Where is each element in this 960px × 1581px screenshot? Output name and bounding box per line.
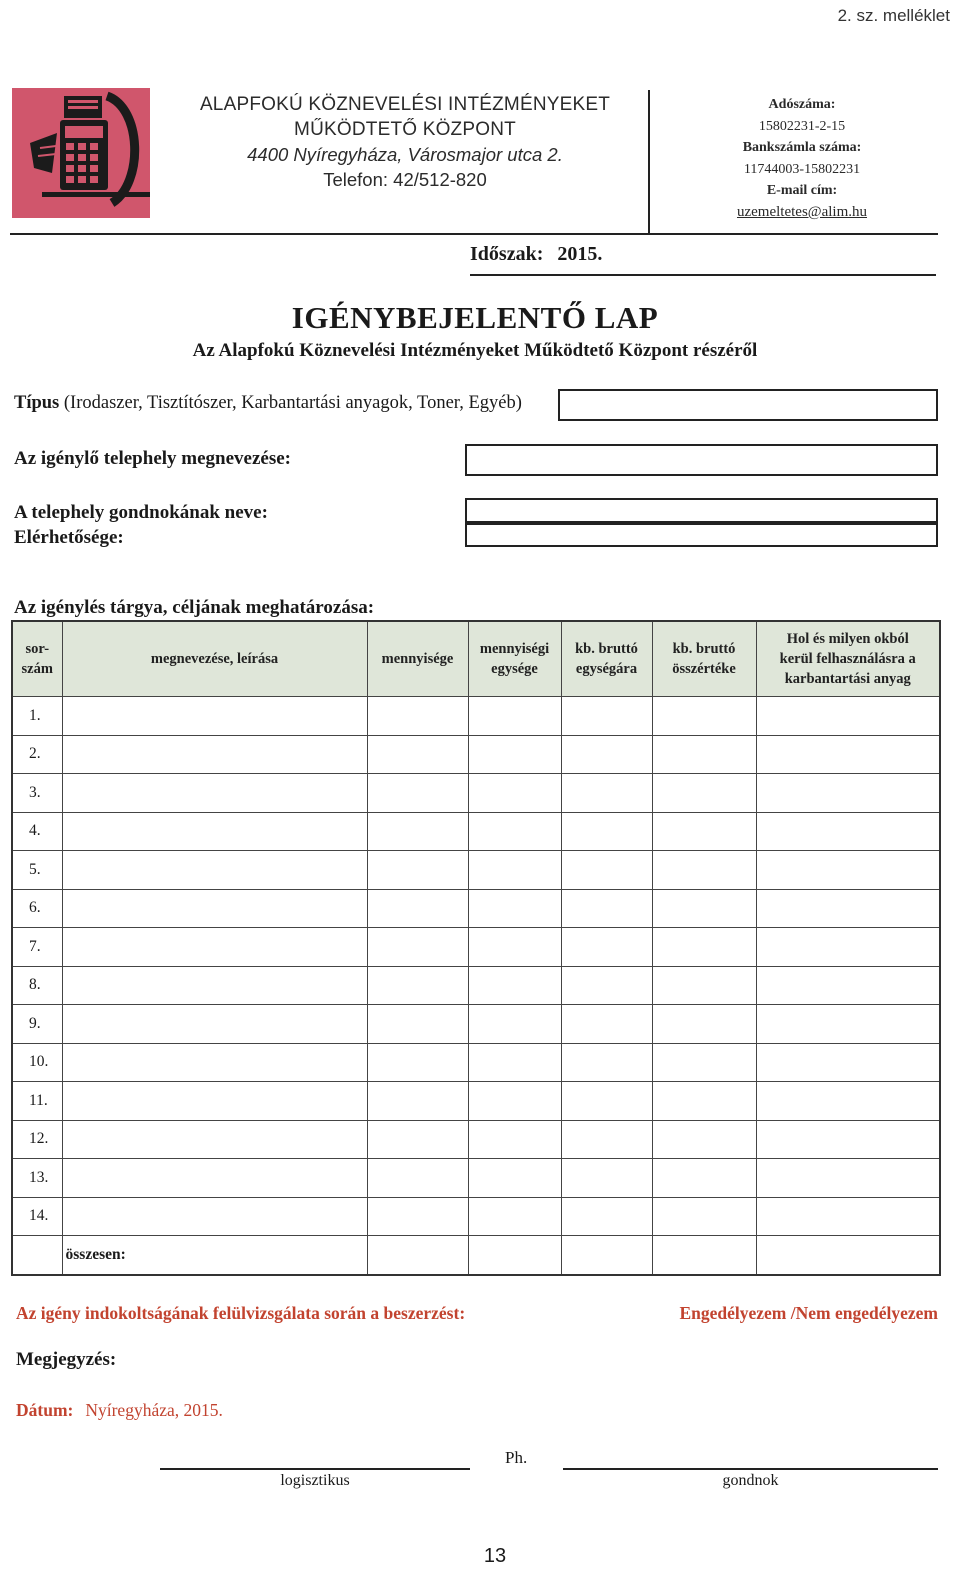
table-cell[interactable]: [652, 1005, 756, 1044]
approval-choice: Engedélyezem /Nem engedélyezem: [679, 1303, 938, 1323]
header-rule: [10, 233, 938, 235]
note-label: Megjegyzés:: [16, 1349, 117, 1370]
table-cell[interactable]: [367, 1120, 468, 1159]
table-cell[interactable]: [62, 889, 367, 928]
keeper-name-label: A telephely gondnokának neve:: [14, 502, 268, 523]
table-cell[interactable]: [367, 735, 468, 774]
table-row: [12, 735, 940, 774]
table-row: [12, 1005, 940, 1044]
type-label: [14, 393, 522, 414]
table-cell[interactable]: [561, 889, 652, 928]
table-cell[interactable]: [468, 697, 561, 736]
contact-block: [652, 94, 952, 223]
table-header-row: [12, 621, 940, 697]
signature-label-logistics: logisztikus: [280, 1472, 350, 1489]
page-subtitle: Az Alapfokú Köznevelési Intézményeket Működtető Központ részéről: [192, 340, 758, 361]
type-field[interactable]: [558, 389, 938, 421]
org-name-line2: MŰKÖDTETŐ KÖZPONT: [294, 119, 516, 140]
review-text: Az igény indokoltságának felülvizsgálata során a beszerzést:: [16, 1303, 466, 1323]
table-cell[interactable]: [468, 735, 561, 774]
header-unit: mennyiségi egysége: [468, 621, 561, 697]
keeper-labels: [14, 500, 268, 550]
header-description: megnevezése, leírása: [62, 621, 367, 697]
header-divider: [648, 90, 650, 235]
table-cell[interactable]: [652, 697, 756, 736]
header-quantity: mennyisége: [367, 621, 468, 697]
table-cell[interactable]: [468, 966, 561, 1005]
annex-label: 2. sz. melléklet: [837, 6, 950, 25]
row-number: 2.: [12, 735, 62, 774]
table-cell[interactable]: [561, 928, 652, 967]
table-cell[interactable]: [367, 1005, 468, 1044]
table-cell[interactable]: [468, 774, 561, 813]
org-address: 4400 Nyíregyháza, Városmajor utca 2.: [247, 144, 563, 165]
row-number: 5.: [12, 851, 62, 890]
date-label: Dátum:: [16, 1400, 74, 1420]
table-cell[interactable]: [62, 1082, 367, 1121]
table-cell[interactable]: [468, 1082, 561, 1121]
page-number: 13: [483, 1545, 507, 1567]
table-cell[interactable]: [561, 966, 652, 1005]
total-label: összesen:: [62, 1236, 367, 1275]
table-cell[interactable]: [561, 697, 652, 736]
type-label-bold: Típus: [14, 393, 60, 413]
period: [470, 243, 602, 266]
table-cell[interactable]: [62, 697, 367, 736]
table-row: [12, 1120, 940, 1159]
table-cell[interactable]: [367, 812, 468, 851]
table-row: [12, 889, 940, 928]
table-cell[interactable]: [468, 1197, 561, 1236]
table-cell[interactable]: [756, 774, 940, 813]
period-rule: [470, 274, 936, 276]
row-number: 7.: [12, 928, 62, 967]
table-cell[interactable]: [62, 1159, 367, 1198]
table-cell[interactable]: [367, 774, 468, 813]
table-cell[interactable]: [62, 966, 367, 1005]
table-cell[interactable]: [561, 1120, 652, 1159]
table-row: [12, 1043, 940, 1082]
table-cell[interactable]: [652, 1159, 756, 1198]
table-cell[interactable]: [468, 1043, 561, 1082]
table-cell[interactable]: [756, 1197, 940, 1236]
table-cell[interactable]: [652, 774, 756, 813]
row-number: 1.: [12, 697, 62, 736]
table-cell[interactable]: [756, 812, 940, 851]
table-cell[interactable]: [652, 1043, 756, 1082]
table-cell[interactable]: [468, 1236, 561, 1275]
request-section-title: Az igénylés tárgya, céljának meghatározása:: [14, 597, 375, 618]
table-cell[interactable]: [756, 735, 940, 774]
table-cell[interactable]: [367, 1197, 468, 1236]
table-cell[interactable]: [652, 1236, 756, 1275]
signature-label-caretaker: gondnok: [722, 1472, 779, 1489]
bank-label: Bankszámla száma:: [742, 140, 862, 155]
bank-value: 11744003-15802231: [743, 161, 861, 177]
date-value: Nyíregyháza, 2015.: [85, 1400, 223, 1420]
table-cell[interactable]: [561, 1043, 652, 1082]
table-cell[interactable]: [652, 1082, 756, 1121]
table-cell[interactable]: [367, 1159, 468, 1198]
table-cell[interactable]: [652, 851, 756, 890]
table-row: [12, 1197, 940, 1236]
table-cell[interactable]: [62, 774, 367, 813]
table-cell[interactable]: [367, 697, 468, 736]
table-cell[interactable]: [62, 812, 367, 851]
table-cell[interactable]: [756, 697, 940, 736]
table-row: [12, 697, 940, 736]
table-cell[interactable]: [367, 1236, 468, 1275]
table-cell[interactable]: [367, 966, 468, 1005]
date-line: [16, 1400, 223, 1421]
site-name-field[interactable]: [465, 444, 938, 476]
table-cell[interactable]: [468, 928, 561, 967]
signature-line-caretaker: [563, 1468, 938, 1470]
table-cell[interactable]: [468, 889, 561, 928]
table-cell[interactable]: [367, 851, 468, 890]
table-cell[interactable]: [367, 1082, 468, 1121]
row-number: 10.: [12, 1043, 62, 1082]
table-row: [12, 774, 940, 813]
table-cell[interactable]: [652, 966, 756, 1005]
table-cell[interactable]: [756, 1082, 940, 1121]
table-row: [12, 851, 940, 890]
period-label: Időszak:: [470, 243, 544, 265]
table-cell[interactable]: [468, 812, 561, 851]
table-cell[interactable]: [62, 1005, 367, 1044]
row-number: 8.: [12, 966, 62, 1005]
org-phone: Telefon: 42/512-820: [323, 169, 487, 190]
page-title: IGÉNYBEJELENTŐ LAP: [291, 300, 659, 335]
row-number: 14.: [12, 1197, 62, 1236]
table-cell[interactable]: [756, 1236, 940, 1275]
table-cell[interactable]: [561, 812, 652, 851]
table-cell[interactable]: [367, 1043, 468, 1082]
table-cell[interactable]: [652, 1120, 756, 1159]
table-cell[interactable]: [561, 1159, 652, 1198]
table-cell: [12, 1236, 62, 1275]
table-row: [12, 928, 940, 967]
table-cell[interactable]: [756, 1120, 940, 1159]
table-cell[interactable]: [561, 774, 652, 813]
tax-value: 15802231-2-15: [758, 118, 846, 134]
table-cell[interactable]: [468, 1120, 561, 1159]
table-cell[interactable]: [62, 1120, 367, 1159]
total-row: [12, 1236, 940, 1275]
table-cell[interactable]: [561, 1236, 652, 1275]
table-cell[interactable]: [367, 928, 468, 967]
table-cell[interactable]: [652, 928, 756, 967]
row-number: 13.: [12, 1159, 62, 1198]
site-label: Az igénylő telephely megnevezése:: [14, 448, 291, 469]
tax-label: Adószáma:: [768, 97, 836, 112]
table-cell[interactable]: [756, 889, 940, 928]
keeper-contact-label: Elérhetősége:: [14, 527, 124, 548]
items-table: [11, 620, 941, 1276]
period-value: 2015.: [557, 243, 603, 265]
table-cell[interactable]: [367, 889, 468, 928]
header-number: sor- szám: [12, 621, 62, 697]
table-cell[interactable]: [62, 1197, 367, 1236]
header-total-price: kb. bruttó összértéke: [652, 621, 756, 697]
stamp-label: Ph.: [505, 1448, 528, 1467]
table-cell[interactable]: [62, 928, 367, 967]
signature-line-logistics: [160, 1468, 470, 1470]
row-number: 11.: [12, 1082, 62, 1121]
row-number: 4.: [12, 812, 62, 851]
table-cell[interactable]: [62, 1043, 367, 1082]
table-cell[interactable]: [561, 1082, 652, 1121]
table-cell[interactable]: [62, 851, 367, 890]
table-cell[interactable]: [561, 735, 652, 774]
table-cell[interactable]: [652, 812, 756, 851]
row-number: 9.: [12, 1005, 62, 1044]
org-name-line1: ALAPFOKÚ KÖZNEVELÉSI INTÉZMÉNYEKET: [199, 94, 611, 115]
table-cell[interactable]: [561, 851, 652, 890]
table-row: [12, 812, 940, 851]
header-unit-price: kb. bruttó egységára: [561, 621, 652, 697]
email-link[interactable]: uzemeltetes@alim.hu: [736, 203, 868, 220]
header-usage: Hol és milyen okból kerül felhasználásra a karbantartási anyag: [756, 621, 940, 697]
table-row: [12, 1082, 940, 1121]
table-row: [12, 1159, 940, 1198]
cash-register-icon: [12, 88, 150, 218]
keeper-contact-field[interactable]: [465, 523, 938, 547]
row-number: 12.: [12, 1120, 62, 1159]
table-cell[interactable]: [756, 1043, 940, 1082]
organization-block: [160, 92, 650, 192]
table-cell[interactable]: [756, 966, 940, 1005]
table-cell[interactable]: [652, 889, 756, 928]
row-number: 6.: [12, 889, 62, 928]
table-cell[interactable]: [468, 1159, 561, 1198]
table-cell[interactable]: [468, 851, 561, 890]
table-cell[interactable]: [652, 735, 756, 774]
table-cell[interactable]: [756, 851, 940, 890]
table-cell[interactable]: [756, 1005, 940, 1044]
type-label-options: (Irodaszer, Tisztítószer, Karbantartási anyagok, Toner, Egyéb): [59, 393, 522, 413]
table-cell[interactable]: [756, 928, 940, 967]
table-cell[interactable]: [561, 1005, 652, 1044]
email-label: E-mail cím:: [766, 183, 838, 198]
row-number: 3.: [12, 774, 62, 813]
table-row: [12, 966, 940, 1005]
table-cell[interactable]: [652, 1197, 756, 1236]
table-cell[interactable]: [561, 1197, 652, 1236]
table-cell[interactable]: [468, 1005, 561, 1044]
keeper-name-field[interactable]: [465, 498, 938, 523]
table-cell[interactable]: [62, 735, 367, 774]
table-cell[interactable]: [756, 1159, 940, 1198]
